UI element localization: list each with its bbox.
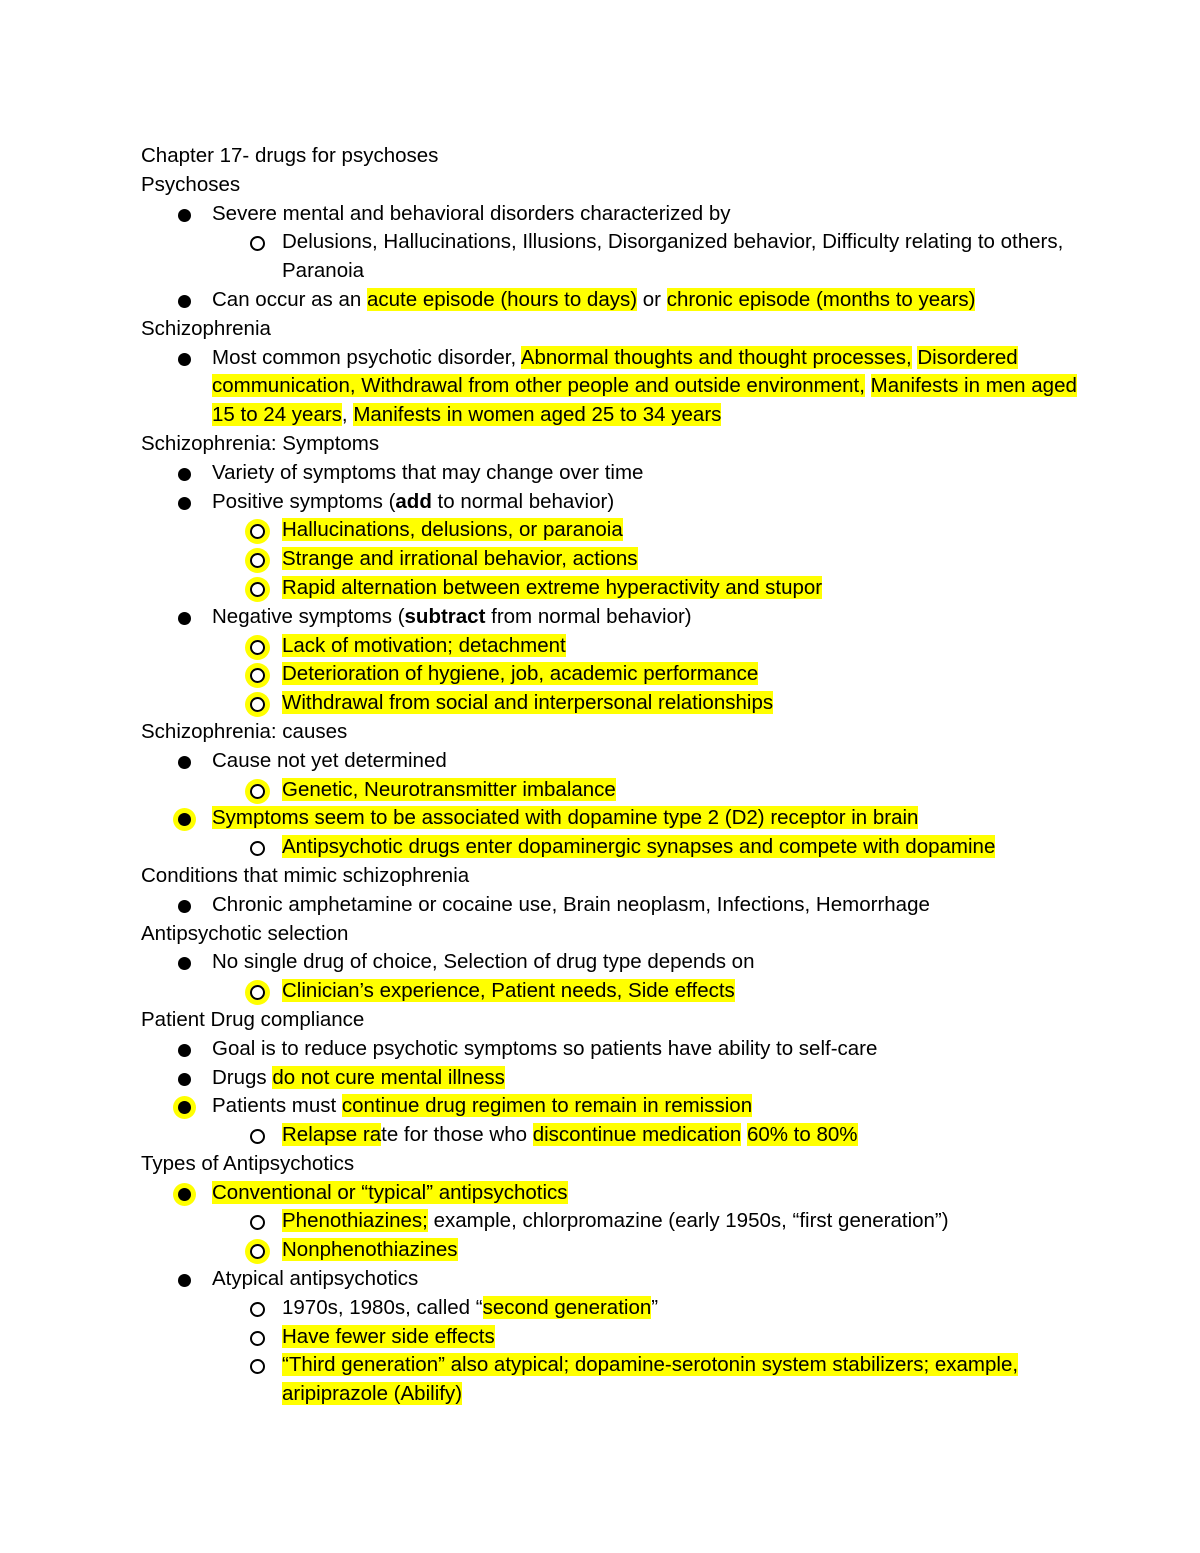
text-run: or (637, 287, 667, 311)
item-text (282, 833, 1101, 862)
filled-bullet-icon (178, 209, 191, 222)
text-run: Chronic amphetamine or cocaine use, Brain neoplasm, Infections, Hemorrhage (212, 892, 930, 916)
item-text (212, 891, 1101, 920)
item-text (282, 545, 1101, 574)
hollow-bullet-icon (250, 1359, 265, 1374)
bullet-list-item (141, 1179, 1101, 1208)
item-text (212, 488, 1101, 517)
item-text (282, 689, 1101, 718)
item-text (212, 344, 1101, 430)
text-run: from normal behavior) (485, 604, 692, 628)
bullet-list-item (141, 804, 1101, 833)
sub-bullet-list-item (141, 1207, 1101, 1236)
item-text (212, 804, 1101, 833)
hollow-bullet-icon (250, 1244, 265, 1259)
item-text (212, 1064, 1101, 1093)
bold-text: add (395, 489, 432, 513)
text-run: ” (651, 1295, 659, 1319)
highlighted-text: Withdrawal from social and interpersonal relationships (282, 691, 774, 715)
section-heading: Conditions that mimic schizophrenia (141, 863, 470, 887)
text-run: Goal is to reduce psychotic symptoms so patients have ability to self-care (212, 1036, 878, 1060)
sub-bullet-list-item (141, 545, 1101, 574)
filled-bullet-icon (178, 295, 191, 308)
hollow-bullet-icon (250, 1331, 265, 1346)
item-text (282, 1121, 1101, 1150)
item-text (212, 200, 1101, 229)
section-heading: Schizophrenia: Symptoms (141, 431, 380, 455)
sub-bullet-list-item (141, 776, 1101, 805)
item-text (212, 747, 1101, 776)
text-run: Positive symptoms ( (212, 489, 396, 513)
highlighted-text: acute episode (hours to days) (366, 287, 638, 311)
hollow-bullet-icon (250, 985, 265, 1000)
filled-bullet-icon (178, 468, 191, 481)
sub-bullet-list-item (141, 833, 1101, 862)
bullet-list-item (141, 286, 1101, 315)
item-text (282, 574, 1101, 603)
highlighted-text: Rapid alternation between extreme hyperactivity and stupor (282, 575, 823, 599)
sub-bullet-list-item (141, 516, 1101, 545)
text-run: Severe mental and behavioral disorders characterized by (212, 201, 731, 225)
filled-bullet-icon (178, 1274, 191, 1287)
filled-bullet-icon (178, 1101, 191, 1114)
sub-bullet-list-item (141, 1351, 1101, 1409)
text-run: Patients must (212, 1094, 342, 1118)
highlighted-text: Relapse ra (282, 1123, 382, 1147)
bullet-list-item (141, 488, 1101, 517)
bullet-list-item (141, 200, 1101, 229)
section-heading: Antipsychotic selection (141, 921, 349, 945)
bullet-list-item (141, 603, 1101, 632)
filled-bullet-icon (178, 900, 191, 913)
filled-bullet-icon (178, 813, 191, 826)
filled-bullet-icon (178, 756, 191, 769)
bullet-list-item (141, 1064, 1101, 1093)
hollow-bullet-icon (250, 784, 265, 799)
highlighted-text: Manifests in women aged 25 to 34 years (353, 403, 722, 427)
section-heading: Schizophrenia (141, 316, 271, 340)
section-heading: Psychoses (141, 172, 241, 196)
highlighted-text: Manifests in men aged 15 to 24 years (212, 374, 1077, 427)
highlighted-text: Nonphenothiazines (282, 1238, 458, 1262)
highlighted-text: Disordered communication, Withdrawal from other people and outside environment, (212, 345, 1018, 398)
item-text (282, 660, 1101, 689)
text-run: , (341, 403, 354, 427)
highlighted-text: second generation (482, 1295, 652, 1319)
text-run: Can occur as an (212, 287, 367, 311)
bullet-list-item (141, 1092, 1101, 1121)
section-heading: Schizophrenia: causes (141, 719, 348, 743)
document-body (141, 142, 1101, 1409)
filled-bullet-icon (178, 612, 191, 625)
sub-bullet-list-item (141, 689, 1101, 718)
item-text (282, 228, 1101, 286)
text-run: Variety of symptoms that may change over time (212, 460, 644, 484)
highlighted-text: Abnormal thoughts and thought processes, (520, 345, 912, 369)
highlighted-text: Conventional or “typical” antipsychotics (212, 1180, 568, 1204)
highlighted-text: Phenothiazines; (282, 1209, 428, 1233)
section-heading: Patient Drug compliance (141, 1007, 365, 1031)
bullet-list-item (141, 747, 1101, 776)
hollow-bullet-icon (250, 841, 265, 856)
bullet-list-item (141, 948, 1101, 977)
text-run (865, 374, 871, 397)
item-text (212, 1265, 1101, 1294)
bullet-list-item (141, 891, 1101, 920)
sub-bullet-list-item (141, 632, 1101, 661)
item-text (212, 603, 1101, 632)
sub-bullet-list-item (141, 660, 1101, 689)
hollow-bullet-icon (250, 236, 265, 251)
hollow-bullet-icon (250, 1129, 265, 1144)
item-text (282, 1351, 1101, 1409)
sections-container (141, 171, 1101, 1409)
item-text (212, 948, 1101, 977)
hollow-bullet-icon (250, 1302, 265, 1317)
highlighted-text: Strange and irrational behavior, actions (282, 547, 638, 571)
sub-bullet-list-item (141, 574, 1101, 603)
item-text (282, 1294, 1101, 1323)
text-run: No single drug of choice, Selection of drug type depends on (212, 950, 755, 974)
item-text (282, 977, 1101, 1006)
item-text (282, 1207, 1101, 1236)
sub-bullet-list-item (141, 977, 1101, 1006)
item-text (282, 776, 1101, 805)
filled-bullet-icon (178, 497, 191, 510)
hollow-bullet-icon (250, 553, 265, 568)
highlighted-text: Genetic, Neurotransmitter imbalance (282, 777, 616, 801)
highlighted-text: 60% to 80% (746, 1123, 858, 1147)
item-text (282, 1236, 1101, 1265)
highlighted-text: Deterioration of hygiene, job, academic performance (282, 662, 759, 686)
text-run: Cause not yet determined (212, 748, 447, 772)
bullet-list-item (141, 1265, 1101, 1294)
text-run: to normal behavior) (431, 489, 615, 513)
bullet-list-item (141, 1035, 1101, 1064)
sub-bullet-list-item (141, 1236, 1101, 1265)
text-run: 1970s, 1980s, called “ (282, 1295, 483, 1319)
hollow-bullet-icon (250, 524, 265, 539)
hollow-bullet-icon (250, 1215, 265, 1230)
highlighted-text: (Abilify) (387, 1382, 463, 1406)
section-heading: Types of Antipsychotics (141, 1151, 355, 1175)
item-text (212, 459, 1101, 488)
hollow-bullet-icon (250, 697, 265, 712)
highlighted-text: chronic episode (months to years) (666, 287, 976, 311)
highlighted-text: Clinician’s experience, Patient needs, Side effects (282, 979, 735, 1003)
sub-bullet-list-item (141, 1121, 1101, 1150)
highlighted-text: continue drug regimen to remain in remission (341, 1094, 753, 1118)
hollow-bullet-icon (250, 668, 265, 683)
bold-text: subtract (404, 604, 486, 628)
sub-bullet-list-item (141, 1294, 1101, 1323)
text-run: example, chlorpromazine (early 1950s, “first generation”) (427, 1209, 949, 1233)
text-run: Drugs (212, 1065, 273, 1089)
filled-bullet-icon (178, 353, 191, 366)
text-run: Negative symptoms ( (212, 604, 405, 628)
text-run: Delusions, Hallucinations, Illusions, Disorganized behavior, Difficulty relating to others, Paranoia (282, 230, 1064, 283)
document-title: Chapter 17- drugs for psychoses (141, 144, 439, 167)
text-run: Most common psychotic disorder, (212, 345, 521, 369)
text-run: te for those who (381, 1123, 533, 1147)
highlighted-text: Lack of motivation; detachment (282, 633, 566, 657)
filled-bullet-icon (178, 1073, 191, 1086)
item-text (282, 516, 1101, 545)
item-text (212, 286, 1101, 315)
hollow-bullet-icon (250, 582, 265, 597)
text-run: Atypical antipsychotics (212, 1267, 419, 1291)
hollow-bullet-icon (250, 640, 265, 655)
sub-bullet-list-item (141, 1323, 1101, 1352)
filled-bullet-icon (178, 1044, 191, 1057)
bullet-list-item (141, 459, 1101, 488)
filled-bullet-icon (178, 1188, 191, 1201)
filled-bullet-icon (178, 957, 191, 970)
item-text (212, 1035, 1101, 1064)
item-text (212, 1179, 1101, 1208)
highlighted-text: Antipsychotic drugs enter dopaminergic synapses and compete with dopamine (282, 835, 996, 859)
highlighted-text: Hallucinations, delusions, or paranoia (282, 518, 623, 542)
item-text (212, 1092, 1101, 1121)
item-text (282, 1323, 1101, 1352)
sub-bullet-list-item (141, 228, 1101, 286)
highlighted-text: do not cure mental illness (272, 1065, 505, 1089)
highlighted-text: Have fewer side effects (282, 1324, 495, 1348)
item-text (282, 632, 1101, 661)
highlighted-text: “Third generation” also atypical; dopamine-serotonin system stabilizers; example, aripiprazole (282, 1353, 1019, 1406)
highlighted-text: Symptoms seem to be associated with dopamine type 2 (D2) receptor in brain (212, 806, 919, 830)
bullet-list-item (141, 344, 1101, 430)
highlighted-text: discontinue medication (532, 1123, 742, 1147)
